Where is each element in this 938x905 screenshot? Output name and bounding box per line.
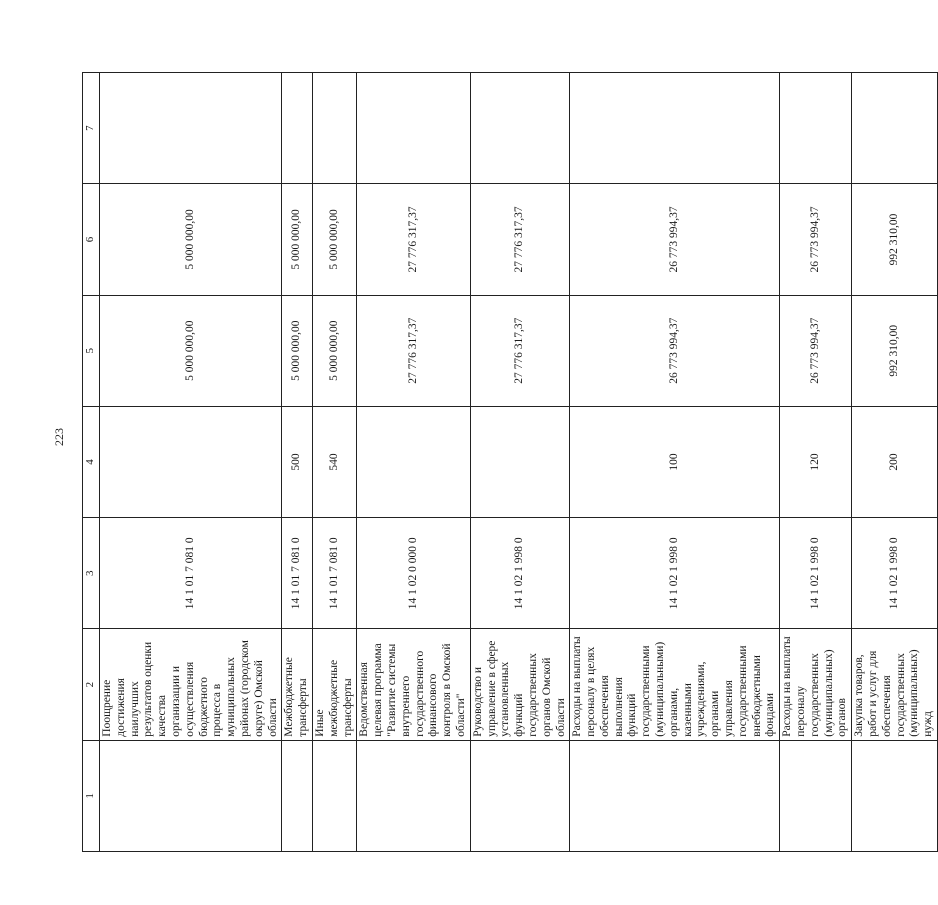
cell-code: 14 1 01 7 081 0	[282, 518, 313, 629]
cell-name: Ведомственная целевая программа "Развитие системы внутреннего государственного финансового контроля в Омской области"	[357, 629, 470, 740]
cell-value-5: 992 310,00	[852, 295, 938, 406]
cell-code: 14 1 02 1 998 0	[852, 518, 938, 629]
table-row	[357, 73, 470, 852]
cell-value-5: 5 000 000,00	[282, 295, 313, 406]
cell-1	[780, 740, 852, 851]
table-row	[282, 73, 313, 852]
cell-value-7	[282, 73, 313, 184]
cell-kind: 200	[852, 406, 938, 517]
cell-name: Руководство и управление в сфере установленных функций государственных органов Омской области	[470, 629, 570, 740]
cell-value-5: 5 000 000,00	[312, 295, 356, 406]
cell-name: Расходы на выплаты персоналу государственных (муниципальных) органов	[780, 629, 852, 740]
cell-name: Межбюджетные трансферты	[282, 629, 313, 740]
cell-code: 14 1 02 1 998 0	[470, 518, 570, 629]
cell-kind	[470, 406, 570, 517]
cell-value-6: 26 773 994,37	[570, 184, 780, 295]
cell-value-7	[357, 73, 470, 184]
col-header-3: 3	[83, 518, 100, 629]
cell-kind	[357, 406, 470, 517]
table-row	[570, 73, 780, 852]
cell-value-6: 5 000 000,00	[100, 184, 282, 295]
cell-1	[100, 740, 282, 851]
cell-code: 14 1 02 1 998 0	[780, 518, 852, 629]
cell-1	[852, 740, 938, 851]
cell-kind: 100	[570, 406, 780, 517]
cell-value-5: 27 776 317,37	[357, 295, 470, 406]
cell-value-6: 26 773 994,37	[780, 184, 852, 295]
table-row	[312, 73, 356, 852]
cell-1	[282, 740, 313, 851]
cell-name: Расходы на выплаты персоналу в целях обеспечения выполнения функций государственными (муниципальными) органами, казенными учреждениями, органами управления государственными внебюджетными фондами	[570, 629, 780, 740]
cell-code: 14 1 02 0 000 0	[357, 518, 470, 629]
cell-1	[570, 740, 780, 851]
cell-kind: 500	[282, 406, 313, 517]
header-row	[83, 73, 100, 852]
cell-name: Иные межбюджетные трансферты	[312, 629, 356, 740]
cell-value-7	[570, 73, 780, 184]
col-header-4: 4	[83, 406, 100, 517]
col-header-6: 6	[83, 184, 100, 295]
table-row	[780, 73, 852, 852]
table-row	[852, 73, 938, 852]
cell-value-5: 27 776 317,37	[470, 295, 570, 406]
page-number: 223	[52, 428, 66, 446]
cell-code: 14 1 02 1 998 0	[570, 518, 780, 629]
cell-code: 14 1 01 7 081 0	[312, 518, 356, 629]
cell-value-6: 27 776 317,37	[357, 184, 470, 295]
cell-value-7	[470, 73, 570, 184]
cell-code: 14 1 01 7 081 0	[100, 518, 282, 629]
cell-value-6: 27 776 317,37	[470, 184, 570, 295]
cell-1	[470, 740, 570, 851]
col-header-1: 1	[83, 740, 100, 851]
cell-value-7	[780, 73, 852, 184]
budget-table	[82, 72, 938, 852]
cell-value-6: 5 000 000,00	[312, 184, 356, 295]
cell-value-5: 26 773 994,37	[780, 295, 852, 406]
col-header-7: 7	[83, 73, 100, 184]
cell-name: Закупка товаров, работ и услуг для обеспечения государственных (муниципальных) нужд	[852, 629, 938, 740]
cell-1	[357, 740, 470, 851]
cell-value-6: 5 000 000,00	[282, 184, 313, 295]
table-row	[100, 73, 282, 852]
cell-kind	[100, 406, 282, 517]
table-body	[100, 73, 938, 852]
cell-value-7	[312, 73, 356, 184]
rotated-table-wrapper	[82, 72, 935, 852]
cell-value-5: 26 773 994,37	[570, 295, 780, 406]
cell-name: Поощрение достижения наилучших результатов оценки качества организации и осуществления бюджетного процесса в муниципальных районах (городском округе) Омской области	[100, 629, 282, 740]
cell-1	[312, 740, 356, 851]
cell-value-6: 992 310,00	[852, 184, 938, 295]
cell-kind: 120	[780, 406, 852, 517]
cell-kind: 540	[312, 406, 356, 517]
col-header-5: 5	[83, 295, 100, 406]
cell-value-7	[852, 73, 938, 184]
cell-value-5: 5 000 000,00	[100, 295, 282, 406]
col-header-2: 2	[83, 629, 100, 740]
table-row	[470, 73, 570, 852]
cell-value-7	[100, 73, 282, 184]
